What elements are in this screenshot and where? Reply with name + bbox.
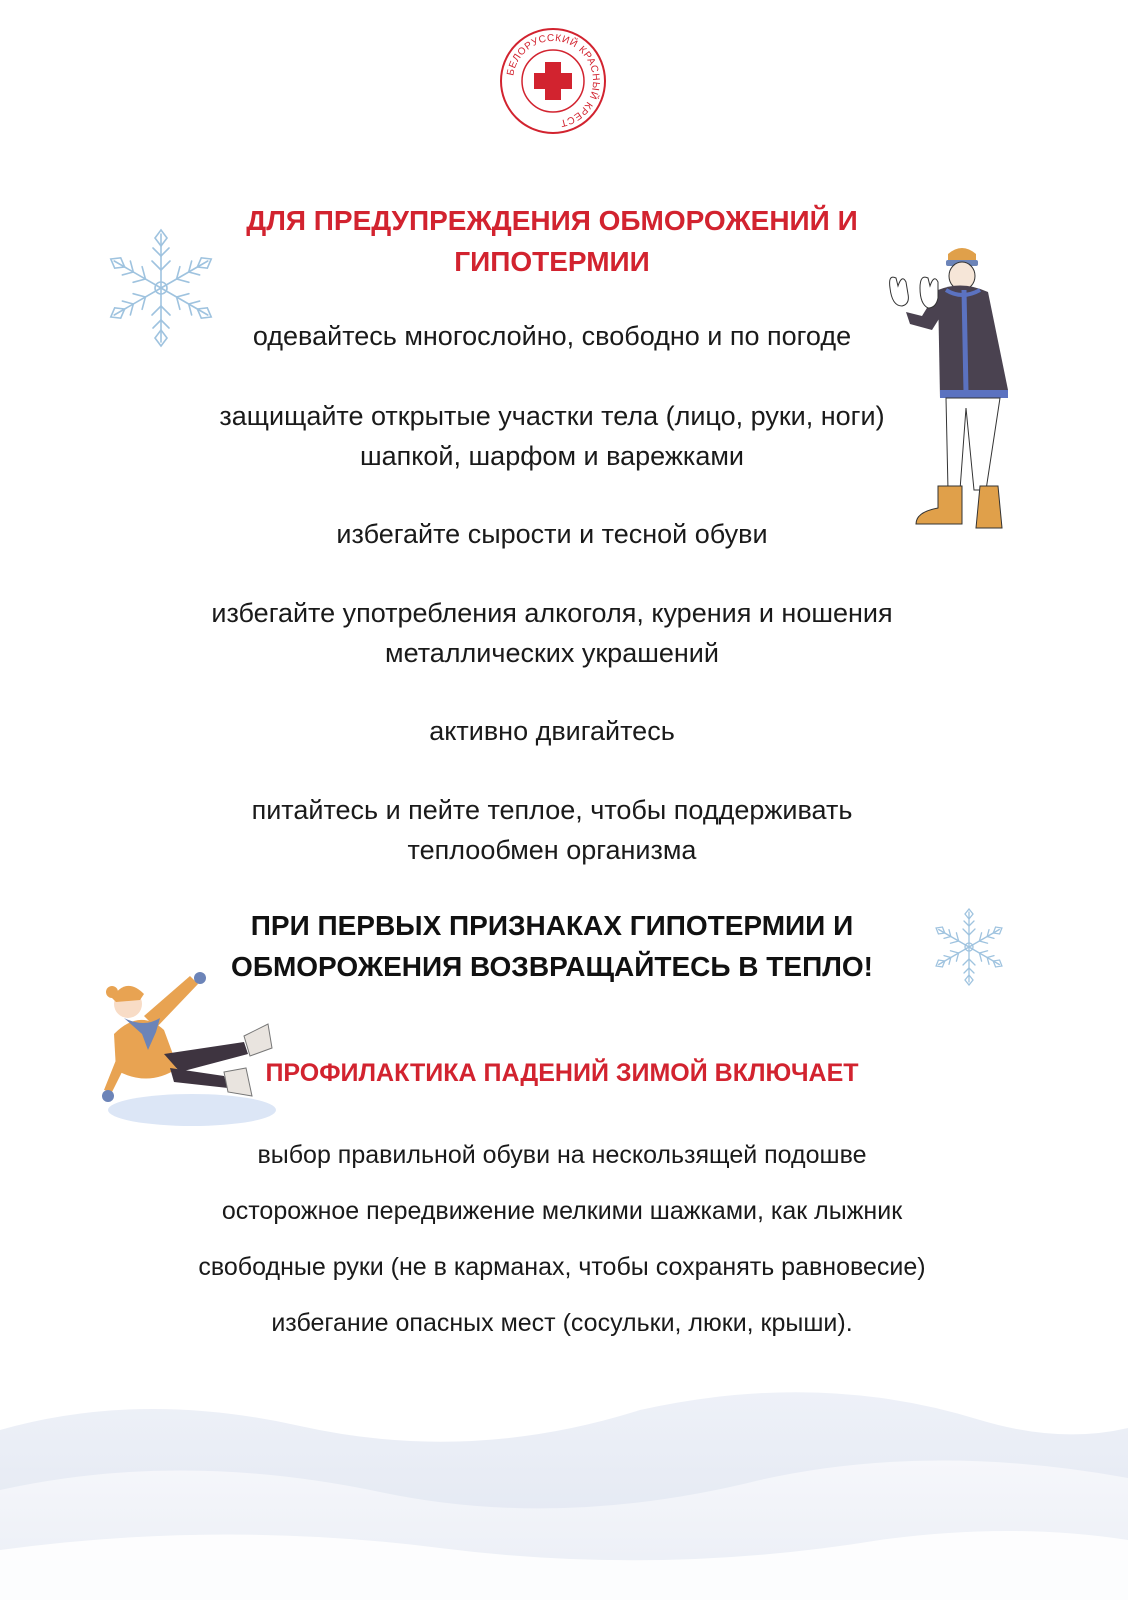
section-title-frostbite-prevention <box>180 200 924 282</box>
title-line: ДЛЯ ПРЕДУПРЕЖДЕНИЯ ОБМОРОЖЕНИЙ И <box>246 205 858 236</box>
snowflake-icon <box>930 908 1008 986</box>
man-warming-hands-illustration <box>880 242 1020 534</box>
logo-ring-text: БЕЛОРУССКИЙ КРАСНЫЙ КРЕСТ <box>505 32 602 129</box>
section-title-fall-prevention: ПРОФИЛАКТИКА ПАДЕНИЙ ЗИМОЙ ВКЛЮЧАЕТ <box>265 1059 859 1087</box>
warning-line: ОБМОРОЖЕНИЯ ВОЗВРАЩАЙТЕСЬ В ТЕПЛО! <box>231 951 873 982</box>
item-line: шапкой, шарфом и варежками <box>360 441 744 471</box>
list-item <box>152 593 952 673</box>
list-item: выбор правильной обуви на нескользящей подошве <box>257 1141 867 1169</box>
item-line: защищайте открытые участки тела (лицо, руки, ноги) <box>219 401 885 431</box>
title-line: ГИПОТЕРМИИ <box>454 246 650 277</box>
warning-return-to-warmth <box>180 905 924 987</box>
list-item <box>152 790 952 870</box>
item-line: питайтесь и пейте теплое, чтобы поддерживать <box>251 795 853 825</box>
list-item <box>152 316 952 356</box>
item-line: активно двигайтесь <box>429 716 675 746</box>
red-cross-logo <box>498 26 608 136</box>
list-item: осторожное передвижение мелкими шажками, как лыжник <box>221 1197 903 1225</box>
item-line: металлических украшений <box>385 638 719 668</box>
item-line: избегайте сырости и тесной обуви <box>336 519 768 549</box>
item-line: теплообмен организма <box>407 835 697 865</box>
person-slipping-on-ice-illustration <box>94 964 278 1130</box>
snow-drifts-decoration <box>0 1380 1128 1600</box>
item-line: одевайтесь многослойно, свободно и по погоде <box>252 321 852 351</box>
item-line: избегайте употребления алкоголя, курения и ношения <box>211 598 893 628</box>
list-item <box>152 514 952 554</box>
list-item <box>152 711 952 751</box>
warning-line: ПРИ ПЕРВЫХ ПРИЗНАКАХ ГИПОТЕРМИИ И <box>250 910 854 941</box>
list-item: избегание опасных мест (сосульки, люки, крыши). <box>271 1309 853 1337</box>
list-item <box>152 396 952 476</box>
list-item: свободные руки (не в карманах, чтобы сохранять равновесие) <box>198 1253 926 1281</box>
